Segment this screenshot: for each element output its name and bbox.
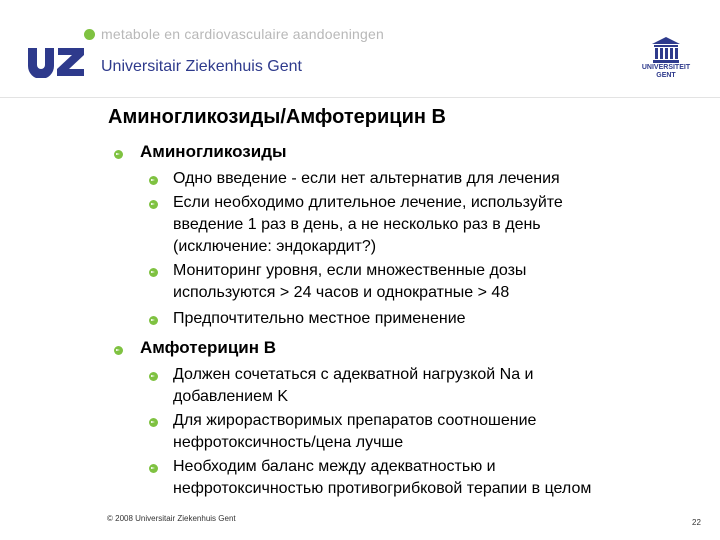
list-item	[173, 168, 693, 190]
list-item-line: Для жирорастворимых препаратов соотношение	[173, 412, 537, 429]
section-heading: Амфотерицин В	[140, 338, 277, 357]
ugent-logo-line1: UNIVERSITEIT	[641, 64, 691, 71]
bullet-icon	[149, 200, 158, 209]
ugent-logo-line2: GENT	[656, 72, 676, 79]
slide-header	[0, 0, 720, 100]
bullet-icon	[149, 316, 158, 325]
ugent-building-icon	[651, 36, 681, 64]
ugent-logo	[638, 36, 694, 86]
slide-title: Аминогликозиды/Амфотерицин В	[108, 106, 446, 128]
list-item	[173, 364, 693, 408]
bullet-icon	[114, 150, 123, 159]
list-item-line: Одно введение - если нет альтернатив для лечения	[173, 170, 560, 187]
bullet-icon	[149, 464, 158, 473]
list-item-line: нефротоксичность/цена лучше	[173, 434, 404, 451]
list-item-line: Предпочтительно местное применение	[173, 310, 466, 327]
list-item	[173, 308, 693, 330]
list-item-line: Необходим баланс между адекватностью и	[173, 458, 496, 475]
bullet-icon	[149, 418, 158, 427]
department-name: metabole en cardiovasculaire aandoeningen	[101, 26, 384, 42]
list-item-line: добавлением K	[173, 388, 289, 405]
list-item	[173, 456, 693, 500]
list-item	[173, 410, 693, 454]
list-item	[173, 260, 693, 304]
bullet-icon	[114, 346, 123, 355]
bullet-icon	[149, 268, 158, 277]
department-dot-icon	[84, 29, 95, 40]
section-heading: Аминогликозиды	[140, 142, 287, 161]
list-item	[173, 192, 693, 258]
header-divider	[0, 97, 720, 98]
copyright-notice: © 2008 Universitair Ziekenhuis Gent	[107, 514, 236, 523]
list-item-line: Должен сочетаться с адекватной нагрузкой Na и	[173, 366, 534, 383]
list-item-line: введение 1 раз в день, а не несколько раз в день	[173, 216, 541, 233]
list-item-line: нефротоксичностью противогрибковой терапии в целом	[173, 480, 592, 497]
bullet-icon	[149, 176, 158, 185]
list-item-line: (исключение: эндокардит?)	[173, 238, 377, 255]
bullet-icon	[149, 372, 158, 381]
list-item-line: Если необходимо длительное лечение, используйте	[173, 194, 563, 211]
university-name: Universitair Ziekenhuis Gent	[101, 58, 302, 75]
list-item-line: Мониторинг уровня, если множественные дозы	[173, 262, 527, 279]
list-item-line: используются > 24 часов и однократные > 48	[173, 284, 510, 301]
page-number: 22	[692, 518, 701, 527]
uz-logo	[26, 46, 86, 78]
